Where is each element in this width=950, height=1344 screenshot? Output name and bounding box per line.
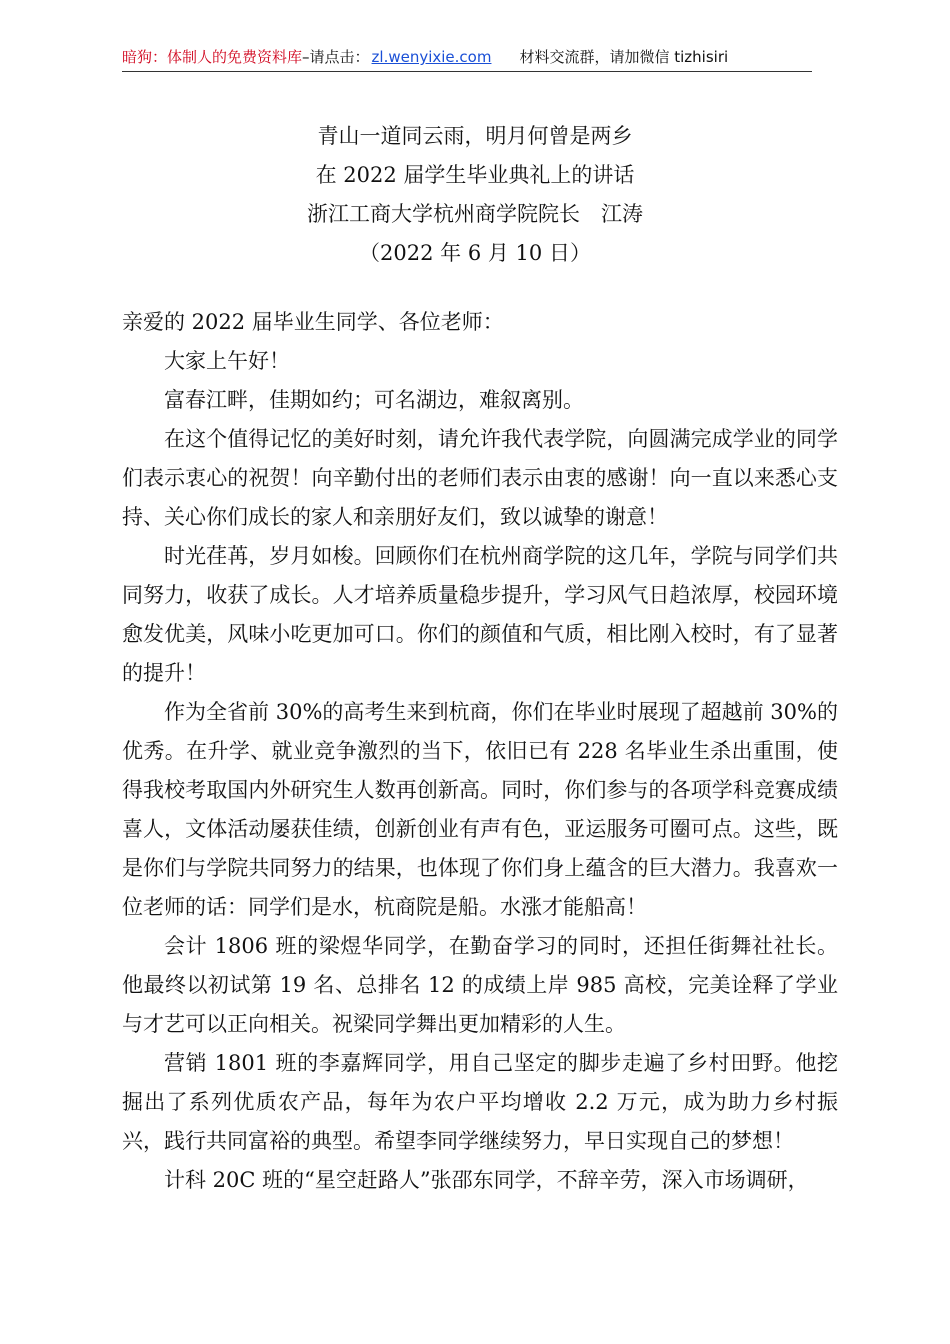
paragraph: 大家上午好！	[164, 349, 290, 373]
click-prompt: –请点击：	[302, 48, 370, 66]
header-divider	[122, 71, 812, 72]
website-link[interactable]: zl.wenyixie.com	[371, 48, 492, 66]
speech-subtitle: 在 2022 届学生毕业典礼上的讲话	[315, 163, 635, 187]
paragraph: 时光荏苒，岁月如梭。回顾你们在杭州商学院的这几年，学院与同学们共同努力，收获了成长。人才培养质量稳步提升，学习风气日趋浓厚，校园环境愈发优美，风味小吃更加可口。你们的颜值和气质，相比刚入校时，有了显著的提升！	[122, 544, 838, 685]
paragraph: 富春江畔，佳期如约；可名湖边，难叙离别。	[164, 388, 584, 412]
paragraph: 作为全省前 30%的高考生来到杭商，你们在毕业时展现了超越前 30%的优秀。在升学、就业竞争激烈的当下，依旧已有 228 名毕业生杀出重围，使得我校考取国内外研究生人数再创新高。同时，你们参与的各项学科竞赛成绩喜人，文体活动屡获佳绩，创新创业有声有色，亚运服务可圈可点。这些，既是你们与学院共同努力的结果，也体现了你们身上蕴含的巨大潜力。我喜欢一位老师的话：同学们是水，杭商院是船。水涨才能船高！	[122, 700, 838, 919]
title-block	[122, 117, 828, 273]
salutation: 亲爱的 2022 届毕业生同学、各位老师：	[122, 310, 504, 334]
paragraph: 计科 20C 班的“星空赶路人”张邵东同学，不辞辛劳，深入市场调研，	[164, 1168, 809, 1192]
paragraph: 在这个值得记忆的美好时刻，请允许我代表学院，向圆满完成学业的同学们表示衷心的祝贺！向辛勤付出的老师们表示由衷的感谢！向一直以来悉心支持、关心你们成长的家人和亲朋好友们，致以诚挚的谢意！	[122, 427, 838, 529]
wechat-note: 材料交流群，请加微信 tizhisiri	[519, 48, 729, 66]
page-header	[122, 44, 812, 70]
brand-text: 暗狗：体制人的免费资料库	[122, 48, 303, 66]
speech-body	[122, 303, 838, 1200]
paragraph: 营销 1801 班的李嘉辉同学，用自己坚定的脚步走遍了乡村田野。他挖掘出了系列优质农产品，每年为农户平均增收 2.2 万元，成为助力乡村振兴，践行共同富裕的典型。希望李同学继续努力，早日实现自己的梦想！	[122, 1051, 838, 1153]
paragraph: 会计 1806 班的梁煜华同学，在勤奋学习的同时，还担任街舞社社长。他最终以初试第 19 名、总排名 12 的成绩上岸 985 高校，完美诠释了学业与才艺可以正向相关。祝梁同学舞出更加精彩的人生。	[122, 934, 838, 1036]
speaker-line: 浙江工商大学杭州商学院院长 江涛	[307, 202, 643, 226]
speech-date: （2022 年 6 月 10 日）	[359, 241, 591, 265]
speech-title: 青山一道同云雨，明月何曾是两乡	[317, 124, 633, 148]
